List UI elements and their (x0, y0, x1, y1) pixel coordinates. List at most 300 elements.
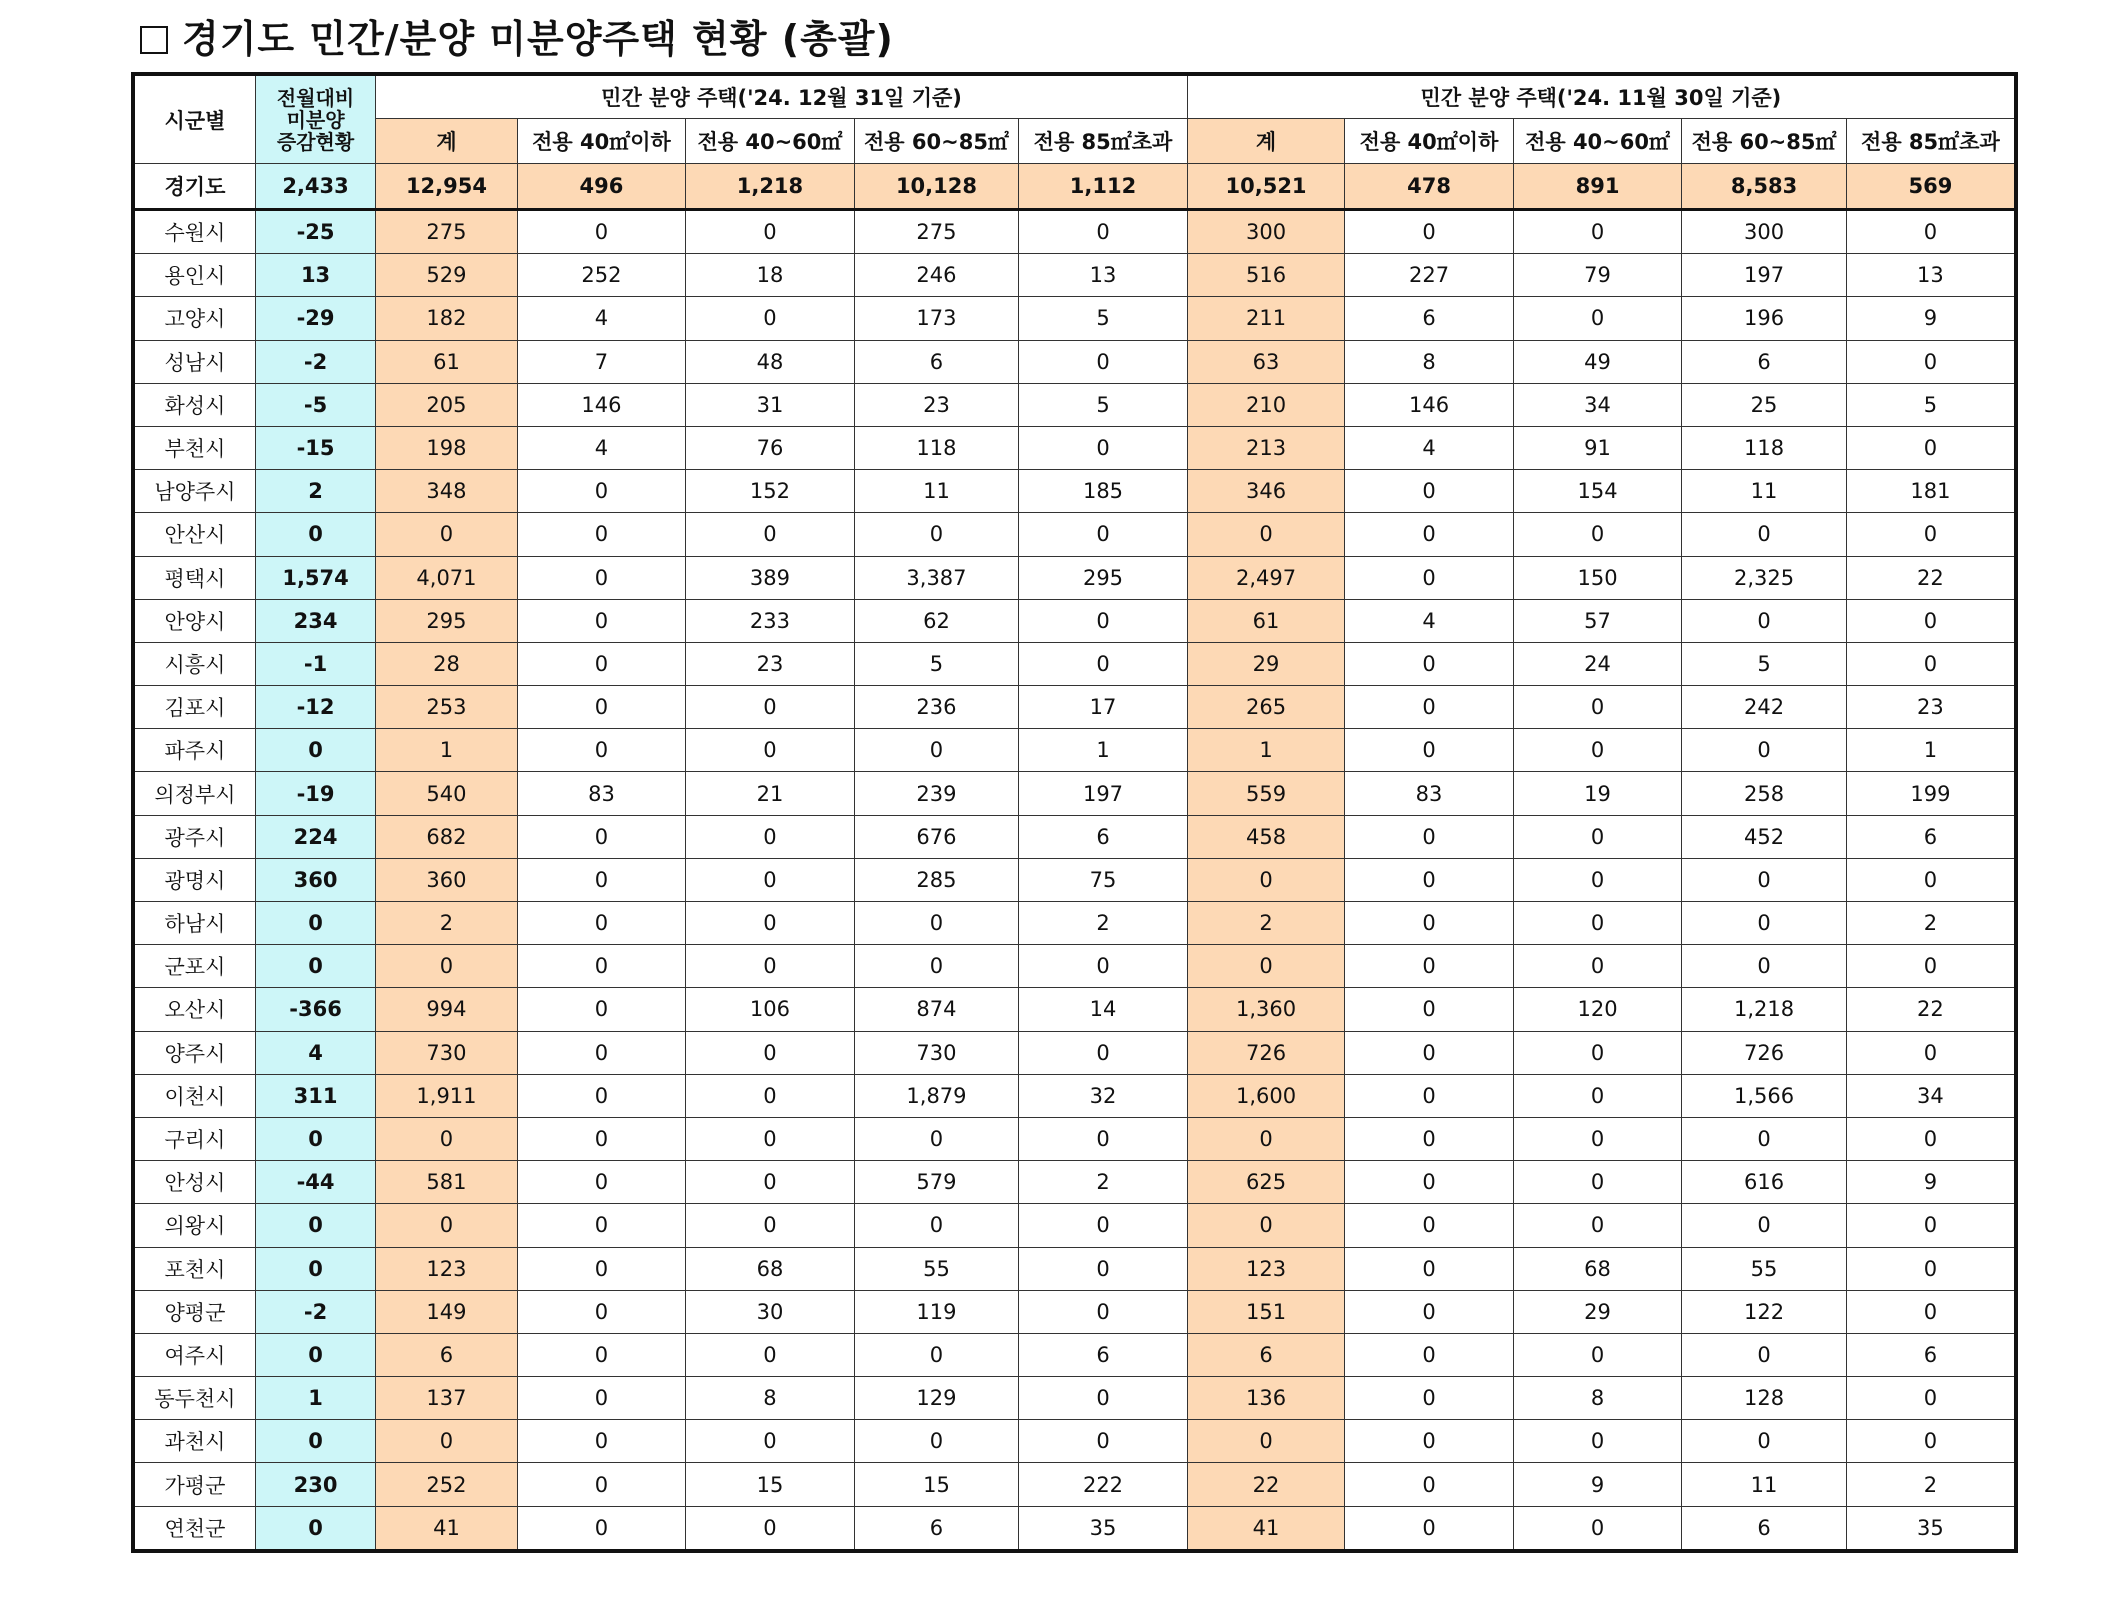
value-cell: 0 (1019, 945, 1188, 988)
value-cell: 0 (854, 1117, 1019, 1160)
region-cell: 김포시 (133, 686, 255, 729)
value-cell: 0 (854, 902, 1019, 945)
table-row (133, 1290, 2016, 1333)
change-cell: -1 (255, 642, 375, 685)
value-cell: 6 (854, 340, 1019, 383)
value-cell: 11 (1682, 470, 1847, 513)
value-cell: 0 (1846, 513, 2016, 556)
value-cell: 6 (854, 1506, 1019, 1551)
value-cell: 4,071 (376, 556, 517, 599)
table-row (133, 599, 2016, 642)
value-cell: 79 (1513, 254, 1682, 297)
change-cell: -12 (255, 686, 375, 729)
value-cell: 0 (686, 686, 855, 729)
region-cell: 연천군 (133, 1506, 255, 1551)
value-cell: 22 (1846, 988, 2016, 1031)
value-cell: 0 (517, 1506, 686, 1551)
value-cell: 0 (686, 815, 855, 858)
table-row (133, 1420, 2016, 1463)
region-cell: 부천시 (133, 426, 255, 469)
total-cell: 10,521 (1187, 164, 1344, 210)
value-cell: 246 (854, 254, 1019, 297)
table-row (133, 729, 2016, 772)
value-cell: 0 (1682, 599, 1847, 642)
value-cell: 0 (1513, 729, 1682, 772)
value-cell: 48 (686, 340, 855, 383)
value-cell: 68 (1513, 1247, 1682, 1290)
value-cell: 0 (686, 1074, 855, 1117)
value-cell: 233 (686, 599, 855, 642)
value-cell: 726 (1682, 1031, 1847, 1074)
value-cell: 9 (1513, 1463, 1682, 1506)
change-cell: 230 (255, 1463, 375, 1506)
value-cell: 55 (854, 1247, 1019, 1290)
header-sub-85: 전용 85㎡초과 (1846, 119, 2016, 164)
value-cell: 0 (1019, 513, 1188, 556)
table-row (133, 340, 2016, 383)
total-cell: 478 (1345, 164, 1514, 210)
value-cell: 0 (1019, 599, 1188, 642)
value-cell: 0 (1019, 1031, 1188, 1074)
value-cell: 2 (1019, 902, 1188, 945)
value-cell: 0 (1846, 945, 2016, 988)
table-row (133, 1074, 2016, 1117)
change-cell: 0 (255, 1333, 375, 1376)
total-region: 경기도 (133, 164, 255, 210)
value-cell: 13 (1019, 254, 1188, 297)
value-cell: 0 (517, 1290, 686, 1333)
header-sub-40-60: 전용 40~60㎡ (1513, 119, 1682, 164)
region-cell: 가평군 (133, 1463, 255, 1506)
region-cell: 광명시 (133, 858, 255, 901)
value-cell: 63 (1187, 340, 1344, 383)
value-cell: 0 (1345, 1204, 1514, 1247)
value-cell: 2,497 (1187, 556, 1344, 599)
change-cell: 311 (255, 1074, 375, 1117)
value-cell: 0 (686, 1117, 855, 1160)
value-cell: 149 (376, 1290, 517, 1333)
value-cell: 0 (1513, 1506, 1682, 1551)
change-cell: 0 (255, 945, 375, 988)
value-cell: 0 (686, 945, 855, 988)
value-cell: 29 (1513, 1290, 1682, 1333)
value-cell: 0 (686, 1031, 855, 1074)
value-cell: 730 (376, 1031, 517, 1074)
value-cell: 726 (1187, 1031, 1344, 1074)
total-cell: 1,112 (1019, 164, 1188, 210)
value-cell: 34 (1513, 383, 1682, 426)
region-cell: 성남시 (133, 340, 255, 383)
value-cell: 0 (1345, 1074, 1514, 1117)
value-cell: 0 (517, 513, 686, 556)
value-cell: 0 (1846, 642, 2016, 685)
value-cell: 136 (1187, 1377, 1344, 1420)
value-cell: 0 (1846, 1117, 2016, 1160)
change-cell: 4 (255, 1031, 375, 1074)
value-cell: 182 (376, 297, 517, 340)
value-cell: 0 (1846, 1247, 2016, 1290)
value-cell: 360 (376, 858, 517, 901)
value-cell: 185 (1019, 470, 1188, 513)
value-cell: 1,879 (854, 1074, 1019, 1117)
table-row (133, 1161, 2016, 1204)
header-sub-60-85: 전용 60~85㎡ (1682, 119, 1847, 164)
value-cell: 242 (1682, 686, 1847, 729)
value-cell: 285 (854, 858, 1019, 901)
value-cell: 0 (517, 599, 686, 642)
value-cell: 0 (517, 470, 686, 513)
value-cell: 34 (1846, 1074, 2016, 1117)
region-cell: 의정부시 (133, 772, 255, 815)
value-cell: 211 (1187, 297, 1344, 340)
value-cell: 6 (376, 1333, 517, 1376)
region-cell: 과천시 (133, 1420, 255, 1463)
value-cell: 295 (1019, 556, 1188, 599)
value-cell: 300 (1187, 210, 1344, 254)
value-cell: 6 (1187, 1333, 1344, 1376)
value-cell: 0 (854, 1204, 1019, 1247)
value-cell: 529 (376, 254, 517, 297)
value-cell: 19 (1513, 772, 1682, 815)
value-cell: 9 (1846, 297, 2016, 340)
value-cell: 0 (1682, 513, 1847, 556)
value-cell: 181 (1846, 470, 2016, 513)
value-cell: 0 (686, 729, 855, 772)
value-cell: 236 (854, 686, 1019, 729)
change-cell: -29 (255, 297, 375, 340)
change-cell: -19 (255, 772, 375, 815)
value-cell: 0 (1187, 945, 1344, 988)
table-row (133, 686, 2016, 729)
value-cell: 0 (1345, 642, 1514, 685)
value-cell: 0 (1019, 426, 1188, 469)
change-cell: 224 (255, 815, 375, 858)
value-cell: 0 (1019, 1377, 1188, 1420)
value-cell: 300 (1682, 210, 1847, 254)
value-cell: 35 (1846, 1506, 2016, 1551)
value-cell: 199 (1846, 772, 2016, 815)
value-cell: 2,325 (1682, 556, 1847, 599)
value-cell: 874 (854, 988, 1019, 1031)
value-cell: 0 (517, 945, 686, 988)
value-cell: 1,911 (376, 1074, 517, 1117)
value-cell: 252 (376, 1463, 517, 1506)
value-cell: 0 (517, 1161, 686, 1204)
total-cell: 8,583 (1682, 164, 1847, 210)
value-cell: 29 (1187, 642, 1344, 685)
value-cell: 0 (1345, 902, 1514, 945)
value-cell: 0 (686, 902, 855, 945)
value-cell: 6 (1846, 1333, 2016, 1376)
region-cell: 양주시 (133, 1031, 255, 1074)
value-cell: 0 (1019, 210, 1188, 254)
value-cell: 1 (1019, 729, 1188, 772)
region-cell: 이천시 (133, 1074, 255, 1117)
value-cell: 15 (854, 1463, 1019, 1506)
value-cell: 0 (686, 858, 855, 901)
value-cell: 0 (1846, 599, 2016, 642)
value-cell: 55 (1682, 1247, 1847, 1290)
value-cell: 0 (1345, 686, 1514, 729)
value-cell: 0 (517, 686, 686, 729)
value-cell: 83 (1345, 772, 1514, 815)
value-cell: 0 (1682, 858, 1847, 901)
value-cell: 123 (1187, 1247, 1344, 1290)
value-cell: 6 (1019, 815, 1188, 858)
value-cell: 6 (1682, 1506, 1847, 1551)
value-cell: 0 (517, 1420, 686, 1463)
table-row (133, 1463, 2016, 1506)
value-cell: 2 (1019, 1161, 1188, 1204)
value-cell: 198 (376, 426, 517, 469)
value-cell: 0 (1019, 1204, 1188, 1247)
value-cell: 0 (1682, 1333, 1847, 1376)
value-cell: 4 (1345, 426, 1514, 469)
change-cell: -2 (255, 340, 375, 383)
value-cell: 0 (376, 945, 517, 988)
value-cell: 0 (1846, 858, 2016, 901)
value-cell: 0 (1846, 1377, 2016, 1420)
value-cell: 213 (1187, 426, 1344, 469)
value-cell: 0 (854, 1333, 1019, 1376)
value-cell: 2 (1846, 1463, 2016, 1506)
region-cell: 안산시 (133, 513, 255, 556)
value-cell: 28 (376, 642, 517, 685)
value-cell: 0 (1682, 1420, 1847, 1463)
value-cell: 128 (1682, 1377, 1847, 1420)
value-cell: 346 (1187, 470, 1344, 513)
region-cell: 남양주시 (133, 470, 255, 513)
value-cell: 0 (686, 1204, 855, 1247)
table-row (133, 1204, 2016, 1247)
change-cell: 360 (255, 858, 375, 901)
value-cell: 137 (376, 1377, 517, 1420)
value-cell: 150 (1513, 556, 1682, 599)
value-cell: 0 (854, 729, 1019, 772)
header-sub-total: 계 (376, 119, 517, 164)
table-row (133, 1506, 2016, 1551)
value-cell: 5 (1019, 383, 1188, 426)
value-cell: 68 (686, 1247, 855, 1290)
value-cell: 6 (1345, 297, 1514, 340)
value-cell: 14 (1019, 988, 1188, 1031)
value-cell: 146 (1345, 383, 1514, 426)
value-cell: 458 (1187, 815, 1344, 858)
value-cell: 0 (517, 1204, 686, 1247)
value-cell: 13 (1846, 254, 2016, 297)
value-cell: 0 (1846, 1420, 2016, 1463)
value-cell: 0 (1345, 858, 1514, 901)
value-cell: 83 (517, 772, 686, 815)
value-cell: 516 (1187, 254, 1344, 297)
value-cell: 25 (1682, 383, 1847, 426)
value-cell: 0 (1019, 1290, 1188, 1333)
value-cell: 41 (1187, 1506, 1344, 1551)
value-cell: 0 (1345, 1377, 1514, 1420)
region-cell: 광주시 (133, 815, 255, 858)
value-cell: 0 (1187, 1204, 1344, 1247)
value-cell: 258 (1682, 772, 1847, 815)
value-cell: 0 (517, 858, 686, 901)
value-cell: 23 (1846, 686, 2016, 729)
value-cell: 11 (1682, 1463, 1847, 1506)
value-cell: 22 (1187, 1463, 1344, 1506)
total-cell: 1,218 (686, 164, 855, 210)
header-change-line2: 미분양 (286, 107, 345, 132)
header-sub-40: 전용 40㎡이하 (1345, 119, 1514, 164)
change-cell: 0 (255, 1420, 375, 1463)
region-cell: 군포시 (133, 945, 255, 988)
value-cell: 0 (517, 1074, 686, 1117)
header-group-current: 민간 분양 주택('24. 12월 31일 기준) (376, 74, 1188, 119)
value-cell: 616 (1682, 1161, 1847, 1204)
change-cell: -15 (255, 426, 375, 469)
value-cell: 0 (1682, 1204, 1847, 1247)
table-row (133, 210, 2016, 254)
value-cell: 61 (376, 340, 517, 383)
value-cell: 123 (376, 1247, 517, 1290)
change-cell: 1,574 (255, 556, 375, 599)
value-cell: 1 (376, 729, 517, 772)
value-cell: 1,600 (1187, 1074, 1344, 1117)
value-cell: 0 (1345, 988, 1514, 1031)
value-cell: 0 (1345, 556, 1514, 599)
value-cell: 2 (1846, 902, 2016, 945)
value-cell: 559 (1187, 772, 1344, 815)
value-cell: 0 (686, 1161, 855, 1204)
value-cell: 0 (1846, 340, 2016, 383)
value-cell: 0 (1345, 1420, 1514, 1463)
header-change (255, 74, 375, 164)
region-cell: 화성시 (133, 383, 255, 426)
table-row (133, 988, 2016, 1031)
value-cell: 265 (1187, 686, 1344, 729)
region-cell: 파주시 (133, 729, 255, 772)
value-cell: 389 (686, 556, 855, 599)
value-cell: 0 (1345, 1333, 1514, 1376)
value-cell: 0 (1345, 1117, 1514, 1160)
value-cell: 154 (1513, 470, 1682, 513)
region-cell: 동두천시 (133, 1377, 255, 1420)
change-cell: -25 (255, 210, 375, 254)
value-cell: 23 (854, 383, 1019, 426)
change-cell: -366 (255, 988, 375, 1031)
change-cell: 13 (255, 254, 375, 297)
value-cell: 49 (1513, 340, 1682, 383)
table-row (133, 556, 2016, 599)
value-cell: 0 (1513, 1161, 1682, 1204)
change-cell: -44 (255, 1161, 375, 1204)
change-cell: 0 (255, 1506, 375, 1551)
value-cell: 0 (1019, 642, 1188, 685)
value-cell: 0 (1345, 1506, 1514, 1551)
value-cell: 0 (517, 1463, 686, 1506)
value-cell: 0 (1345, 1463, 1514, 1506)
value-cell: 0 (1345, 210, 1514, 254)
region-cell: 의왕시 (133, 1204, 255, 1247)
value-cell: 6 (1846, 815, 2016, 858)
value-cell: 57 (1513, 599, 1682, 642)
region-cell: 안양시 (133, 599, 255, 642)
value-cell: 0 (854, 513, 1019, 556)
table-row (133, 772, 2016, 815)
value-cell: 581 (376, 1161, 517, 1204)
value-cell: 0 (1019, 1420, 1188, 1463)
value-cell: 0 (517, 1333, 686, 1376)
value-cell: 0 (1345, 815, 1514, 858)
value-cell: 0 (517, 1247, 686, 1290)
value-cell: 0 (1513, 513, 1682, 556)
value-cell: 0 (1846, 210, 2016, 254)
value-cell: 239 (854, 772, 1019, 815)
value-cell: 0 (1513, 902, 1682, 945)
value-cell: 0 (376, 1204, 517, 1247)
value-cell: 210 (1187, 383, 1344, 426)
value-cell: 197 (1682, 254, 1847, 297)
value-cell: 119 (854, 1290, 1019, 1333)
value-cell: 0 (517, 988, 686, 1031)
value-cell: 0 (517, 1031, 686, 1074)
value-cell: 196 (1682, 297, 1847, 340)
value-cell: 22 (1846, 556, 2016, 599)
value-cell: 0 (517, 729, 686, 772)
region-cell: 평택시 (133, 556, 255, 599)
value-cell: 4 (517, 426, 686, 469)
value-cell: 0 (517, 556, 686, 599)
value-cell: 122 (1682, 1290, 1847, 1333)
value-cell: 222 (1019, 1463, 1188, 1506)
value-cell: 1 (1846, 729, 2016, 772)
value-cell: 61 (1187, 599, 1344, 642)
table-row (133, 254, 2016, 297)
value-cell: 0 (686, 513, 855, 556)
value-cell: 676 (854, 815, 1019, 858)
value-cell: 4 (517, 297, 686, 340)
table-row (133, 945, 2016, 988)
value-cell: 0 (1513, 297, 1682, 340)
value-cell: 0 (1513, 1204, 1682, 1247)
value-cell: 0 (1682, 729, 1847, 772)
value-cell: 0 (1345, 1031, 1514, 1074)
value-cell: 452 (1682, 815, 1847, 858)
change-cell: 0 (255, 513, 375, 556)
value-cell: 5 (854, 642, 1019, 685)
total-cell: 2,433 (255, 164, 375, 210)
value-cell: 0 (1345, 470, 1514, 513)
region-cell: 하남시 (133, 902, 255, 945)
value-cell: 253 (376, 686, 517, 729)
value-cell: 0 (1513, 210, 1682, 254)
value-cell: 118 (854, 426, 1019, 469)
value-cell: 0 (1019, 1247, 1188, 1290)
value-cell: 5 (1846, 383, 2016, 426)
table-row (133, 858, 2016, 901)
table-row (133, 426, 2016, 469)
value-cell: 0 (1513, 858, 1682, 901)
value-cell: 2 (1187, 902, 1344, 945)
value-cell: 0 (1345, 1247, 1514, 1290)
value-cell: 730 (854, 1031, 1019, 1074)
table-row (133, 513, 2016, 556)
value-cell: 275 (376, 210, 517, 254)
value-cell: 129 (854, 1377, 1019, 1420)
value-cell: 0 (1513, 1031, 1682, 1074)
value-cell: 0 (1846, 1290, 2016, 1333)
value-cell: 0 (1345, 729, 1514, 772)
value-cell: 106 (686, 988, 855, 1031)
value-cell: 11 (854, 470, 1019, 513)
value-cell: 9 (1846, 1161, 2016, 1204)
